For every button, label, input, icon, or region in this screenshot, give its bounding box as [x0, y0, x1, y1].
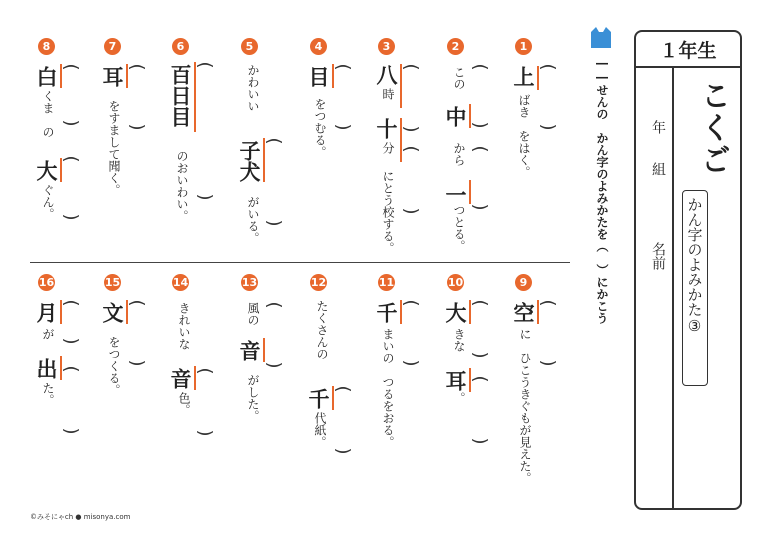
q16-text-after: た。: [41, 382, 55, 406]
q15-answer-box-1[interactable]: ( ): [126, 299, 148, 367]
question-number-7: 7: [104, 38, 121, 55]
question-number-8: 8: [38, 38, 55, 55]
q3-kanji-1: 八: [374, 64, 399, 85]
q4-text-after: をつむる。: [313, 98, 327, 158]
instruction: [594, 56, 611, 324]
q10-kanji-1: 大: [443, 302, 468, 323]
q8-answer-box-2[interactable]: ( ): [60, 155, 82, 221]
q14-text-after: 色。: [177, 392, 191, 416]
q8-answer-box-1[interactable]: ( ): [60, 63, 82, 127]
q3-ruby-2: 分: [381, 142, 395, 154]
q3-ruby-1: 時: [381, 88, 395, 100]
section-divider: [30, 262, 570, 263]
question-number-2: 2: [447, 38, 464, 55]
q13-underline-1: [263, 338, 265, 362]
question-number-14: 14: [172, 276, 189, 289]
q2-answer-box-2[interactable]: ( ): [469, 145, 491, 211]
q4-answer-box-1[interactable]: ( ): [332, 63, 354, 131]
q1-answer-box-1[interactable]: ( ): [537, 63, 559, 131]
copyright: ©みそにゃch ● misonya.com: [30, 513, 131, 521]
q10-answer-box-2[interactable]: ( ): [469, 375, 491, 445]
q5-text-pre: かわいい: [246, 64, 260, 112]
q14-answer-box-1[interactable]: ( ): [194, 367, 216, 437]
question-number-3: 3: [378, 38, 395, 55]
q11-answer-box-1[interactable]: ( ): [400, 299, 422, 367]
question-number-11: 11: [378, 276, 395, 289]
q13-kanji-1: 音: [237, 340, 262, 361]
q9-answer-box-1[interactable]: ( ): [537, 299, 559, 367]
q12-text-after: 代紙。: [313, 412, 327, 448]
question-number-9: 9: [515, 274, 532, 291]
page-title: こくご: [695, 80, 730, 176]
q7-answer-box-1[interactable]: ( ): [126, 63, 148, 131]
q10-answer-box-1[interactable]: ( ): [469, 299, 491, 359]
question-number-12: 12: [310, 276, 327, 289]
q11-kanji-1: 千: [374, 302, 399, 323]
header-panel: [634, 30, 742, 510]
question-number-1: 1: [515, 38, 532, 55]
q16-answer-box-1[interactable]: ( ): [60, 299, 82, 345]
q7-kanji-1: 耳: [100, 66, 125, 87]
q14-kanji-1: 音: [168, 368, 193, 389]
q2-answer-box-1[interactable]: ( ): [469, 63, 491, 129]
q2-text-mid: から: [452, 142, 466, 166]
q16-kanji-1: 月: [34, 302, 59, 323]
q13-text-pre: 風の: [246, 302, 260, 326]
q2-text-pre: この: [452, 66, 466, 90]
q9-kanji-1: 空: [511, 302, 536, 323]
class-label: 組: [650, 162, 666, 176]
q16-answer-box-2[interactable]: ( ): [60, 365, 82, 435]
grade-label: １年生: [636, 32, 740, 68]
question-number-10: 10: [447, 276, 464, 289]
q12-answer-box-1[interactable]: ( ): [332, 385, 354, 455]
q6-answer-box-1[interactable]: ( ): [194, 61, 216, 201]
q1-kanji-1: 上: [511, 66, 536, 87]
q6-text-after: のおいわい。: [175, 150, 189, 222]
subtitle-text: かん字のよみかた③: [685, 197, 704, 335]
q15-kanji-1: 文: [100, 302, 125, 323]
q9-text-after: に ひこうきぐもが見えた。: [518, 328, 532, 484]
name-label: 名前: [650, 242, 666, 270]
question-number-6: 6: [172, 38, 189, 55]
q13-answer-box-1[interactable]: ( ): [263, 301, 285, 369]
q8-kanji-2: 大: [34, 160, 59, 181]
q3-answer-box-2[interactable]: ( ): [400, 145, 422, 215]
q6-kanji-1: 百日目: [168, 64, 193, 127]
q14-text-pre: きれいな: [177, 302, 191, 350]
q8-text-mid: くま の: [41, 90, 55, 138]
q4-kanji-1: 目: [306, 66, 331, 87]
q1-text-after: ばき をはく。: [517, 94, 531, 178]
subtitle-box: [682, 190, 708, 386]
q5-text-after: がいる。: [246, 196, 260, 244]
question-number-16: 16: [38, 276, 55, 289]
q2-kanji-2: 一: [443, 184, 468, 205]
q16-kanji-2: 出: [34, 358, 59, 379]
q5-underline-1: [263, 138, 265, 182]
q10-text-mid: きな: [452, 328, 466, 352]
cat-icon: [589, 26, 613, 48]
q12-text-pre: たくさんの: [315, 300, 329, 360]
q8-text-after: ぐん。: [41, 184, 55, 220]
panel-divider: [672, 66, 674, 508]
q15-text-after: をつくる。: [107, 336, 121, 396]
q2-kanji-1: 中: [443, 106, 468, 127]
q2-text-after: つとる。: [452, 204, 466, 252]
year-label: 年: [650, 120, 666, 134]
q6-underline-1: [194, 62, 196, 132]
q13-text-after: がした。: [246, 374, 260, 422]
question-number-15: 15: [104, 276, 121, 289]
question-number-13: 13: [241, 276, 258, 289]
q5-kanji-1: 子犬: [237, 140, 262, 182]
q10-kanji-2: 耳: [443, 370, 468, 391]
question-number-5: 5: [241, 38, 258, 55]
q3-kanji-2: 十: [374, 118, 399, 139]
q3-text-after: にとう校する。: [381, 170, 395, 254]
q3-answer-box-1[interactable]: ( ): [400, 63, 422, 133]
q3-underline-1: [400, 64, 402, 108]
q8-kanji-1: 白: [34, 66, 59, 87]
question-number-4: 4: [310, 38, 327, 55]
instruction-text: せんの かん字のよみかたを（ ）にかこう: [595, 84, 609, 324]
q2-underline-2: [469, 180, 471, 204]
q12-kanji-1: 千: [306, 388, 331, 409]
q16-text-mid: が: [41, 328, 55, 340]
q7-text-after: をすまして聞く。: [107, 100, 121, 196]
instruction-underline-sample: ――: [595, 56, 609, 84]
q11-text-after: まいの つるをおる。: [381, 328, 395, 448]
q5-answer-box-1[interactable]: ( ): [263, 137, 285, 227]
q10-text-after: 。: [452, 392, 466, 404]
